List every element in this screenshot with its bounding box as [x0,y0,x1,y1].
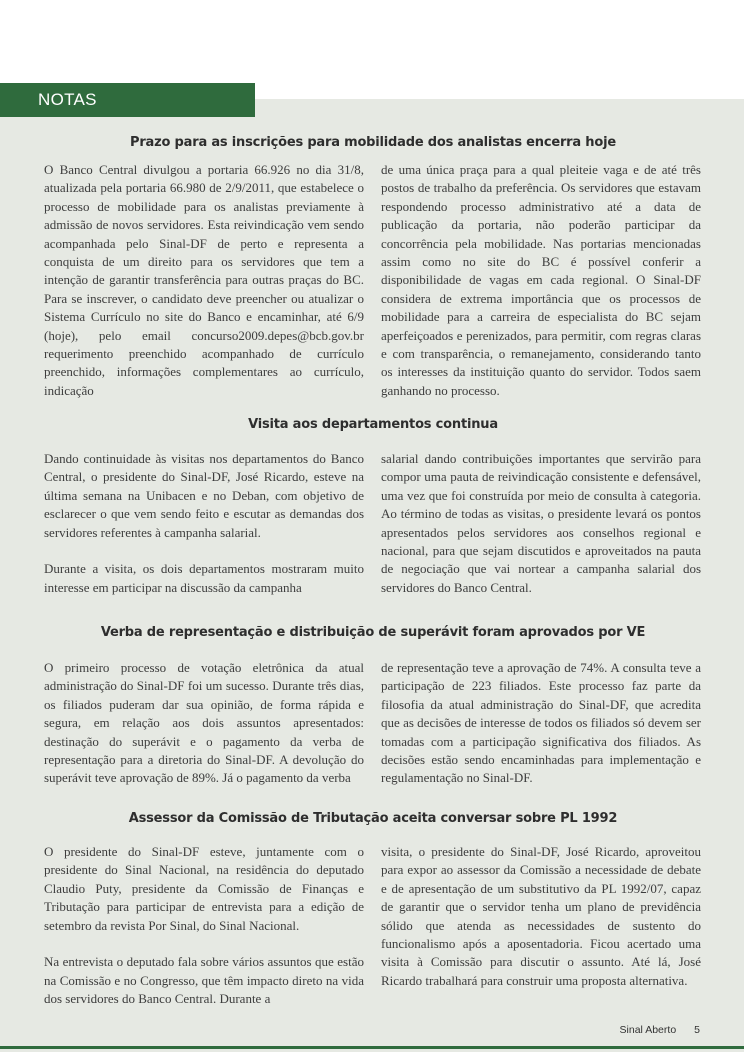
paragraph: salarial dando contribuições importantes que servirão para compor uma pauta de reivindicação consistente e defensável, uma vez que foi construída por meio de consulta à categoria. Ao término de todas as visitas, o presidente levará os pontos apresentados pelos servidores aos conselhos regional e nacional, para que sejam discutidos e aproveitados na pauta de negociação que vai nortear a campanha salarial dos servidores do Banco Central. [381,451,701,595]
footer-rule [0,1046,744,1049]
paragraph: de representação teve a aprovação de 74%. A consulta teve a participação de 223 filiados. Este processo faz parte da filosofia da atual administração do Sinal-DF, que acredita que as decisões de interesse de todos os filiados só devem ser tomadas com a participação significativa dos filiados. As decisões estão sendo encaminhadas para implementação e regulamentação no Sinal-DF. [381,660,701,786]
page-footer [620,1024,700,1036]
publication-name: Sinal Aberto [619,1024,677,1036]
paragraph: O presidente do Sinal-DF esteve, juntamente com o presidente do Sinal Nacional, na residência do deputado Claudio Puty, presidente da Comissão de Finanças e Tributação para participar de entrevista para a edição de setembro da revista Por Sinal, do Sinal Nacional. [44,844,364,933]
section-header [0,83,255,117]
article-assessor [44,811,702,1007]
article-column-right [381,450,701,597]
article-column-right [381,843,701,990]
article-title: Prazo para as inscrições para mobilidade dos analistas encerra hoje [130,135,616,150]
section-header-label: NOTAS [38,90,97,109]
article-visita [44,417,702,595]
paragraph: Durante a visita, os dois departamentos mostraram muito interesse em participar na discussão da campanha [44,561,364,595]
article-column-left [44,450,364,597]
paragraph: O Banco Central divulgou a portaria 66.926 no dia 31/8, atualizada pela portaria 66.980 de 2/9/2011, que estabelece o processo de mobilidade para os analistas previamente à admissão de novos servidores. Esta reivindicação vem sendo acompanhada pelo Sinal-DF de perto e representa a conquista de um direito para os servidores que tem a intenção de garantir transferência para outras praças do BC. Para se inscrever, o candidato deve preencher ou atualizar o Sistema Currículo no site do Banco e encaminhar, até 6/9 (hoje), pelo email concurso2009.depes@bcb.gov.br requerimento preenchido acompanhado de currículo preenchido, informações complementares ao currículo, indicação [44,162,364,398]
article-title: Visita aos departamentos continua [248,417,498,432]
article-verba [44,625,702,786]
paragraph: Na entrevista o deputado fala sobre vários assuntos que estão na Comissão e no Congresso, que têm impacto direto na vida dos servidores do Banco Central. Durante a [44,954,364,1007]
article-column-left [44,843,364,1009]
article-column-left [44,161,364,400]
article-title: Assessor da Comissão de Tributação aceita conversar sobre PL 1992 [128,811,618,826]
paragraph: O primeiro processo de votação eletrônica da atual administração do Sinal-DF foi um sucesso. Durante três dias, os filiados puderam dar sua opinião, de forma rápida e segura, em relação aos dois assuntos apresentados: destinação do superávit e o pagamento da verba de representação para a diretoria do Sinal-DF. A devolução do superávit teve aprovação de 89%. Já o pagamento da verba [44,660,364,786]
page-number: 5 [694,1024,700,1036]
article-column-right [381,659,701,788]
paragraph: de uma única praça para a qual pleiteie vaga e de até três postos de trabalho da preferência. Os servidores que estavam respondendo processo administrativo até a data de publicação da portaria, não poderão participar da concorrência pela mobilidade. Nas portarias mencionadas assim como no site do BC é possível conferir a disponibilidade de vagas em cada regional. O Sinal-DF considera de extrema importância que os processos de mobilidade para a carreira de especialista do BC sejam aperfeiçoados e perenizados, para permitir, com regras claras e com transparência, o remanejamento, considerando tanto os interesses da instituição quanto do servidor. Todos saem ganhando no processo. [381,162,701,398]
paragraph: Dando continuidade às visitas nos departamentos do Banco Central, o presidente do Sinal-DF, José Ricardo, esteve na última semana na Unibacen e no Deban, com objetivo de esclarecer o que vem sendo feito e escutar as demandas dos servidores referentes à campanha salarial. [44,451,364,540]
article-mobilidade [44,135,702,398]
article-column-left [44,659,364,788]
article-title: Verba de representação e distribuição de superávit foram aprovados por VE [100,625,646,640]
article-column-right [381,161,701,400]
paragraph: visita, o presidente do Sinal-DF, José Ricardo, aproveitou para expor ao assessor da Comissão a necessidade de debate e de apresentação de um substitutivo da PL 1992/07, capaz de garantir que o servidor tenha um plano de previdência sólido que atenda as necessidades de sustento do funcionalismo após a aposentadoria. Ficou acertado uma visita à Comissão para discutir o assunto. Até lá, José Ricardo trabalhará para construir uma proposta alternativa. [381,844,701,988]
